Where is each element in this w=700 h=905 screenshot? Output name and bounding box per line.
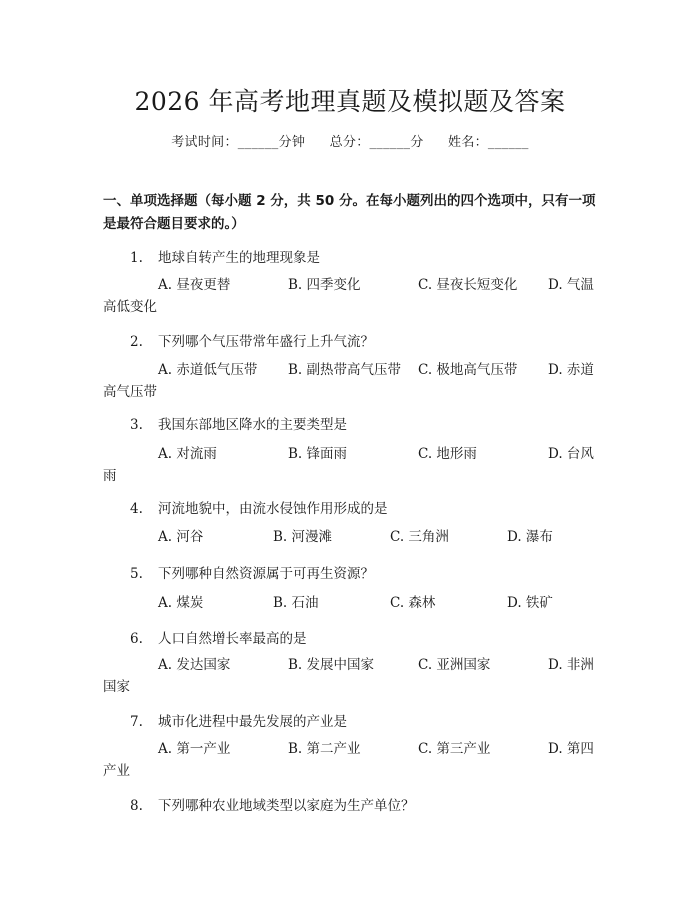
question-1-options xyxy=(103,274,603,315)
question-text: 下列哪个气压带常年盛行上升气流？ xyxy=(158,334,374,350)
option-wrap: 产业 xyxy=(103,763,130,779)
option-d: D. 赤道 xyxy=(548,362,594,378)
question-text: 人口自然增长率最高的是 xyxy=(158,631,307,647)
question-5-options xyxy=(103,592,603,614)
option-b: B. 发展中国家 xyxy=(288,657,375,673)
option-a: A. 河谷 xyxy=(158,529,204,545)
option-d: D. 台风 xyxy=(548,446,594,462)
question-4 xyxy=(130,497,388,517)
question-number: 7. xyxy=(130,714,143,730)
question-1 xyxy=(130,246,320,266)
option-c: C. 极地高气压带 xyxy=(418,362,518,378)
student-name: 姓名：______ xyxy=(448,135,529,150)
question-7 xyxy=(130,710,347,730)
question-text: 我国东部地区降水的主要类型是 xyxy=(158,417,347,433)
option-a: A. 对流雨 xyxy=(158,446,217,462)
option-b: B. 河漫滩 xyxy=(273,529,333,545)
question-number: 5. xyxy=(130,566,143,582)
question-text: 地球自转产生的地理现象是 xyxy=(158,250,320,266)
question-text: 河流地貌中，由流水侵蚀作用形成的是 xyxy=(158,501,388,517)
option-c: C. 第三产业 xyxy=(418,741,491,757)
option-a: A. 昼夜更替 xyxy=(158,277,231,293)
question-text: 下列哪种自然资源属于可再生资源？ xyxy=(158,566,374,582)
option-a: A. 发达国家 xyxy=(158,657,231,673)
option-c: C. 昼夜长短变化 xyxy=(418,277,518,293)
option-wrap: 雨 xyxy=(103,468,117,484)
option-a: A. 煤炭 xyxy=(158,595,204,611)
exam-score: 总分：______分 xyxy=(329,135,424,150)
option-d: D. 铁矿 xyxy=(507,595,553,611)
page-title: 2026 年高考地理真题及模拟题及答案 xyxy=(134,87,566,116)
option-d: D. 气温 xyxy=(548,277,594,293)
option-wrap: 国家 xyxy=(103,679,130,695)
section-heading: 一、单项选择题（每小题 2 分，共 50 分。在每小题列出的四个选项中，只有一项是最符合题目要求的。） xyxy=(103,193,596,232)
option-c: C. 三角洲 xyxy=(390,529,449,545)
option-c: C. 地形雨 xyxy=(418,446,477,462)
question-3 xyxy=(130,413,347,433)
option-b: B. 四季变化 xyxy=(288,277,361,293)
option-a: A. 赤道低气压带 xyxy=(158,362,258,378)
question-number: 8. xyxy=(130,798,143,814)
question-text: 下列哪种农业地域类型以家庭为生产单位？ xyxy=(158,798,415,814)
question-8 xyxy=(130,794,415,814)
option-wrap: 高气压带 xyxy=(103,384,157,400)
question-number: 1. xyxy=(130,250,143,266)
option-d: D. 第四 xyxy=(548,741,594,757)
question-6-options xyxy=(103,654,603,695)
option-d: D. 瀑布 xyxy=(507,529,553,545)
option-b: B. 锋面雨 xyxy=(288,446,348,462)
option-a: A. 第一产业 xyxy=(158,741,231,757)
exam-meta xyxy=(0,131,700,150)
question-number: 3. xyxy=(130,417,143,433)
option-c: C. 亚洲国家 xyxy=(418,657,491,673)
option-wrap: 高低变化 xyxy=(103,299,157,315)
question-number: 4. xyxy=(130,501,143,517)
option-b: B. 石油 xyxy=(273,595,319,611)
option-d: D. 非洲 xyxy=(548,657,594,673)
question-2 xyxy=(130,330,374,350)
question-6 xyxy=(130,627,307,647)
question-number: 2. xyxy=(130,334,143,350)
option-b: B. 副热带高气压带 xyxy=(288,362,402,378)
option-c: C. 森林 xyxy=(390,595,436,611)
question-number: 6. xyxy=(130,631,143,647)
question-2-options xyxy=(103,359,603,400)
question-text: 城市化进程中最先发展的产业是 xyxy=(158,714,347,730)
exam-time: 考试时间：______分钟 xyxy=(171,135,306,150)
question-7-options xyxy=(103,738,603,779)
question-4-options xyxy=(103,526,603,548)
question-3-options xyxy=(103,443,603,484)
option-b: B. 第二产业 xyxy=(288,741,361,757)
question-5 xyxy=(130,562,374,582)
